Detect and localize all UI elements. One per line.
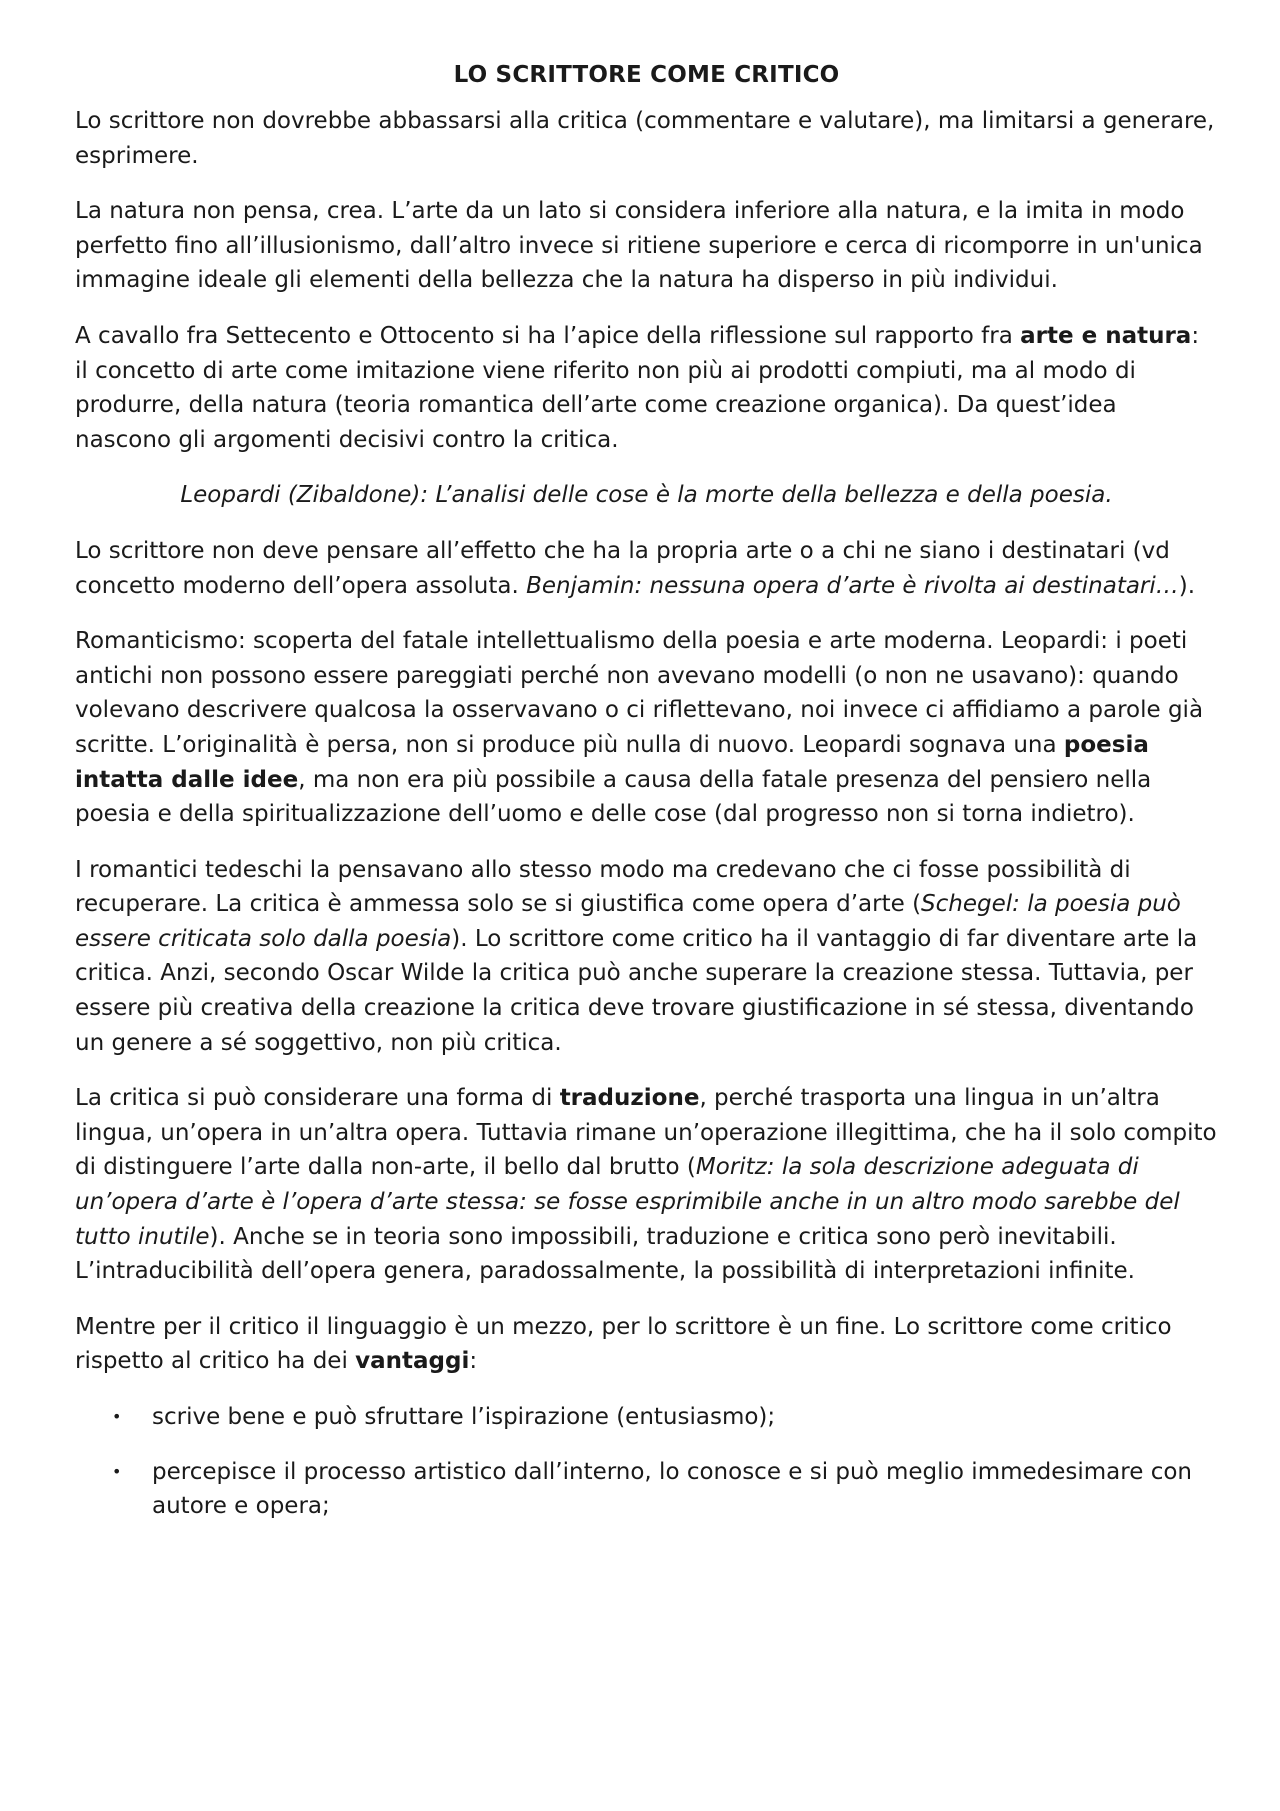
paragraph-6-italic: Schegel: la poesia può essere criticata solo dalla poesia	[75, 891, 1181, 952]
paragraph-4-italic: Benjamin: nessuna opera d’arte è rivolta ai destinatari…	[526, 572, 1179, 599]
paragraph-7-bold: traduzione	[559, 1085, 700, 1112]
paragraph-7	[75, 1081, 1218, 1289]
paragraph-7-text-d: ). Anche se in teoria sono impossibili, traduzione e critica sono però inevitabili. L’intraducibilità dell’opera genera, paradossalmente, la possibilità di interpretazioni infinite.	[75, 1223, 1135, 1285]
paragraph-8-text-a: Mentre per il critico il linguaggio è un mezzo, per lo scrittore è un fine. Lo scrittore come critico rispetto al critico ha dei	[75, 1313, 1172, 1375]
paragraph-6-text-a: I romantici tedeschi la pensavano allo stesso modo ma credevano che ci fosse possibilità di recuperare. La critica è ammessa solo se si giustifica come opera d’arte (	[75, 856, 1131, 918]
advantages-list	[75, 1400, 1218, 1524]
paragraph-4	[75, 534, 1218, 603]
paragraph-5-text-a: Romanticismo: scoperta del fatale intellettualismo della poesia e arte moderna. Leopardi: i poeti antichi non possono essere pareggiati perché non avevano modelli (o non ne usavano): quando volevano descrivere qualcosa la osservavano o ci riflettevano, noi invece ci affidiamo a parole già scritte. L’originalità è persa, non si produce più nulla di nuovo. Leopardi sognava una	[75, 628, 1204, 758]
list-item	[75, 1455, 1218, 1524]
paragraph-7-italic: Moritz: la sola descrizione adeguata di un’opera d’arte è l’opera d’arte stessa: se fosse esprimibile anche in un altro modo sarebbe del tutto inutile	[75, 1154, 1180, 1250]
paragraph-3	[75, 319, 1218, 457]
document-title: LO SCRITTORE COME CRITICO	[453, 62, 840, 88]
paragraph-8	[75, 1310, 1218, 1379]
bullet-icon: •	[112, 1407, 122, 1426]
paragraph-7-text-c: , perché trasporta una lingua in un’altra lingua, un’opera in un’altra opera. Tuttavia rimane un’operazione illegittima, che ha il solo compito di distinguere l’arte dalla non-arte, il bello dal brutto (	[75, 1085, 1217, 1181]
paragraph-5	[75, 624, 1218, 832]
paragraph-4-text-c: ).	[1178, 572, 1196, 599]
bullet-icon: •	[112, 1461, 122, 1481]
paragraph-1: Lo scrittore non dovrebbe abbassarsi alla critica (commentare e valutare), ma limitarsi a generare, esprimere.	[75, 108, 1215, 169]
list-item-text: percepisce il processo artistico dall’interno, lo conosce e si può meglio immedesimare con autore e opera;	[152, 1458, 1192, 1520]
leopardi-quote: Leopardi (Zibaldone): L’analisi delle cose è la morte della bellezza e della poesia.	[180, 482, 1113, 509]
paragraph-2: La natura non pensa, crea. L’arte da un lato si considera inferiore alla natura, e la imita in modo perfetto fino all’illusionismo, dall’altro invece si ritiene superiore e cerca di ricomporre in un'unica immagine ideale gli elementi della bellezza che la natura ha disperso in più individui.	[75, 198, 1203, 294]
paragraph-6-text-c: ). Lo scrittore come critico ha il vantaggio di far diventare arte la critica. Anzi, secondo Oscar Wilde la critica può anche superare la creazione stessa. Tuttavia, per essere più creativa della creazione la critica deve trovare giustificazione in sé stessa, diventando un genere a sé soggettivo, non più critica.	[75, 925, 1198, 1056]
paragraph-8-text-c: :	[469, 1348, 478, 1375]
paragraph-8-bold: vantaggi	[355, 1348, 470, 1375]
list-item-text: scrive bene e può sfruttare l’ispirazione (entusiasmo);	[152, 1404, 776, 1430]
list-item	[75, 1400, 1218, 1435]
paragraph-6	[75, 853, 1218, 1061]
paragraph-4-text-a: Lo scrittore non deve pensare all’effetto che ha la propria arte o a chi ne siano i destinatari (vd concetto moderno dell’opera assoluta.	[75, 537, 1170, 599]
paragraph-5-text-c: , ma non era più possibile a causa della fatale presenza del pensiero nella poesia e della spiritualizzazione dell’uomo e delle cose (dal progresso non si torna indietro).	[75, 766, 1152, 828]
paragraph-7-text-a: La critica si può considerare una forma di	[75, 1085, 560, 1112]
paragraph-3-bold: arte e natura	[1020, 322, 1192, 349]
paragraph-3-text-a: A cavallo fra Settecento e Ottocento si ha l’apice della riflessione sul rapporto fra	[75, 322, 1021, 349]
paragraph-3-text-c: : il concetto di arte come imitazione viene riferito non più ai prodotti compiuti, ma al modo di produrre, della natura (teoria romantica dell’arte come creazione organica). Da quest’idea nascono gli argomenti decisivi contro la critica.	[75, 322, 1200, 453]
paragraph-5-bold: poesia intatta dalle idee	[75, 731, 1149, 793]
